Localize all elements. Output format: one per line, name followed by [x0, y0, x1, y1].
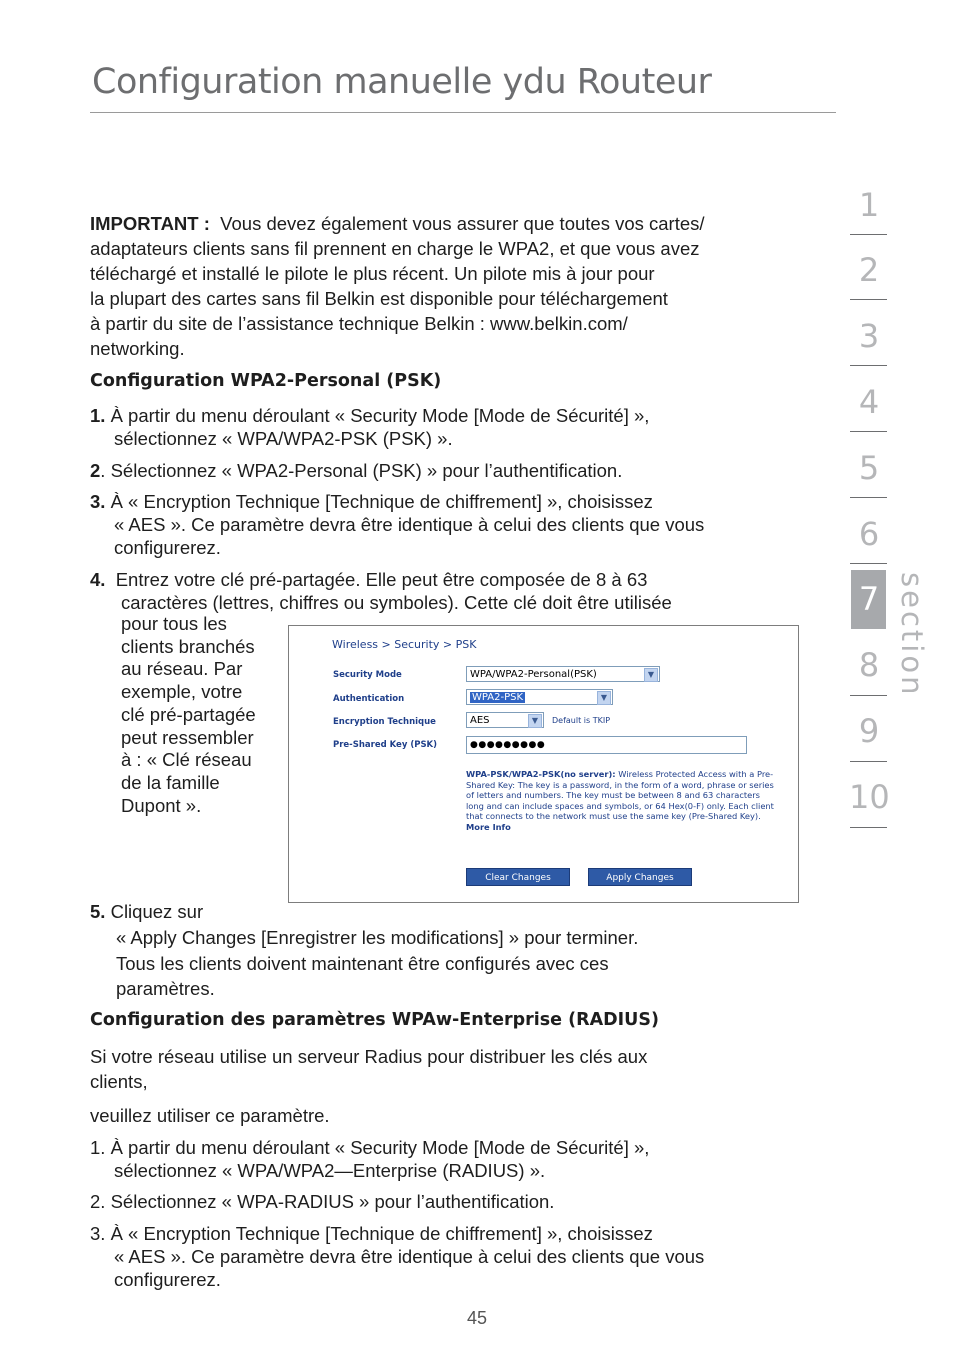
psk-step-1: [90, 403, 649, 428]
section-number-6: 6: [858, 515, 880, 553]
clear-changes-button[interactable]: Clear Changes: [466, 868, 570, 886]
section-label: section: [895, 572, 929, 698]
chevron-down-icon: ▼: [528, 714, 542, 728]
psk-step-5: [90, 899, 203, 924]
step-number: 2: [90, 460, 101, 481]
step-text: . Sélectionnez « WPA2-Personal (PSK) » pour l’authentification.: [100, 460, 623, 481]
radius-intro-line: veuillez utiliser ce paramètre.: [90, 1105, 330, 1126]
section-number-4: 4: [858, 383, 880, 421]
step-number: 1.: [90, 1137, 106, 1158]
step-text: configurerez.: [114, 537, 221, 558]
step-text: « AES ». Ce paramètre devra être identique à celui des clients que vous: [114, 1246, 705, 1267]
chevron-down-icon: ▼: [644, 668, 658, 682]
important-line: téléchargé et installé le pilote le plus récent. Un pilote mis à jour pour: [90, 263, 655, 284]
section-number-10: 10: [849, 778, 890, 816]
step-text: sélectionnez « WPA/WPA2—Enterprise (RADIUS) ».: [114, 1160, 546, 1181]
authentication-select[interactable]: [466, 689, 613, 705]
section-divider: [850, 234, 887, 235]
important-label: IMPORTANT :: [90, 213, 210, 234]
section-number-3: 3: [858, 317, 880, 355]
help-heading: WPA-PSK/WPA2-PSK(no server):: [466, 769, 616, 779]
section-divider: [850, 497, 887, 498]
important-line: à partir du site de l’assistance technique Belkin : www.belkin.com/: [90, 313, 628, 334]
section-divider: [850, 695, 887, 696]
wrap-line: clé pré-partagée: [121, 703, 256, 725]
psk-help-text: [466, 769, 776, 833]
wrap-line: à : « Clé réseau: [121, 749, 252, 771]
step-text: configurerez.: [114, 1269, 221, 1290]
section-divider: [850, 827, 887, 828]
section-number-2: 2: [858, 251, 880, 289]
section-number-9: 9: [858, 712, 880, 750]
step-text: Cliquez sur: [110, 901, 204, 922]
step-text: À « Encryption Technique [Technique de chiffrement] », choisissez: [110, 491, 653, 512]
title-divider: [90, 112, 836, 113]
step-number: 3.: [90, 491, 106, 512]
radius-step-2: [90, 1189, 554, 1214]
section-number-8: 8: [858, 646, 880, 684]
step-text: À partir du menu déroulant « Security Mode [Mode de Sécurité] »,: [110, 1137, 650, 1158]
important-line: la plupart des cartes sans fil Belkin est disponible pour téléchargement: [90, 288, 668, 309]
psk-step-2: [90, 458, 622, 483]
psk-label: Pre-Shared Key (PSK): [333, 740, 438, 750]
important-line: adaptateurs clients sans fil prennent en charge le WPA2, et que vous avez: [90, 238, 700, 259]
psk-step-4: [90, 567, 647, 592]
section-divider: [850, 563, 887, 564]
encryption-value: AES: [470, 715, 490, 726]
section-number-1: 1: [858, 186, 880, 224]
page-title: Configuration manuelle ydu Routeur: [92, 62, 712, 102]
wrap-line: au réseau. Par: [121, 658, 243, 680]
encryption-label: Encryption Technique: [333, 717, 436, 727]
encryption-select[interactable]: [466, 712, 544, 728]
wrap-line: peut ressembler: [121, 726, 254, 748]
apply-changes-button[interactable]: Apply Changes: [588, 868, 692, 886]
chevron-down-icon: ▼: [597, 691, 611, 705]
psk-input[interactable]: [466, 736, 747, 754]
important-line: networking.: [90, 338, 185, 359]
step-text: Entrez votre clé pré-partagée. Elle peut être composée de 8 à 63: [115, 569, 648, 590]
router-ui-screenshot: [288, 625, 799, 903]
wrap-line: Dupont ».: [121, 794, 202, 816]
psk-heading: Configuration WPA2-Personal (PSK): [90, 371, 442, 391]
step-text: Tous les clients doivent maintenant être configurés avec ces: [116, 953, 609, 974]
step-text: « AES ». Ce paramètre devra être identique à celui des clients que vous: [114, 514, 705, 535]
section-number-7-active: 7: [858, 580, 880, 618]
authentication-label: Authentication: [333, 694, 405, 704]
wrap-line: exemple, votre: [121, 681, 243, 703]
encryption-note: Default is TKIP: [552, 716, 611, 725]
step-text: Sélectionnez « WPA-RADIUS » pour l’authentification.: [110, 1191, 555, 1212]
radius-step-3: [90, 1221, 653, 1246]
more-info-link[interactable]: More Info: [466, 821, 511, 832]
step-text: paramètres.: [116, 978, 215, 999]
wrap-line: pour tous les: [121, 613, 227, 634]
security-mode-value: WPA/WPA2-Personal(PSK): [470, 669, 597, 680]
section-divider: [850, 299, 887, 300]
step-number: 5.: [90, 901, 106, 922]
security-mode-select[interactable]: [466, 666, 660, 682]
section-divider: [850, 365, 887, 366]
step-text: À « Encryption Technique [Technique de chiffrement] », choisissez: [110, 1223, 653, 1244]
step-text: sélectionnez « WPA/WPA2-PSK (PSK) ».: [114, 428, 453, 449]
help-body: Wireless Protected Access with a Pre-Shared Key: The key is a password, in the form of a word, phrase or series of letters and numbers. The key must be between 8 and 63 characters long and can include spaces and symbols, or 64 Hex(0-F) only. Each client that connects to the network must use the same key (Pre-Shared Key).: [466, 769, 774, 822]
section-divider: [850, 431, 887, 432]
step-text: caractères (lettres, chiffres ou symboles). Cette clé doit être utilisée: [121, 592, 672, 613]
security-mode-label: Security Mode: [333, 670, 402, 680]
breadcrumb: Wireless > Security > PSK: [332, 638, 477, 651]
wrap-line: de la famille: [121, 771, 220, 793]
radius-intro-line: clients,: [90, 1071, 148, 1092]
page-number: 45: [466, 1308, 488, 1328]
step-number: 3.: [90, 1223, 106, 1244]
radius-heading: Configuration des paramètres WPAw-Enterprise (RADIUS): [90, 1010, 659, 1030]
wrap-line: clients branchés: [121, 635, 255, 657]
step-number: 2.: [90, 1191, 106, 1212]
section-number-5: 5: [858, 449, 880, 487]
section-divider: [850, 761, 887, 762]
important-note: [90, 211, 810, 361]
step-text: « Apply Changes [Enregistrer les modifications] » pour terminer.: [116, 927, 639, 948]
step-number: 1.: [90, 405, 106, 426]
step-text: À partir du menu déroulant « Security Mode [Mode de Sécurité] »,: [110, 405, 650, 426]
psk-step-3: [90, 489, 653, 514]
psk-value: ●●●●●●●●●: [470, 740, 546, 750]
step-4-wrap-text: [121, 613, 256, 817]
important-line: Vous devez également vous assurer que toutes vos cartes/: [220, 213, 705, 234]
radius-step-1: [90, 1135, 649, 1160]
authentication-value: WPA2-PSK: [472, 692, 524, 703]
radius-intro-line: Si votre réseau utilise un serveur Radius pour distribuer les clés aux: [90, 1046, 648, 1067]
step-number: 4.: [90, 569, 106, 590]
